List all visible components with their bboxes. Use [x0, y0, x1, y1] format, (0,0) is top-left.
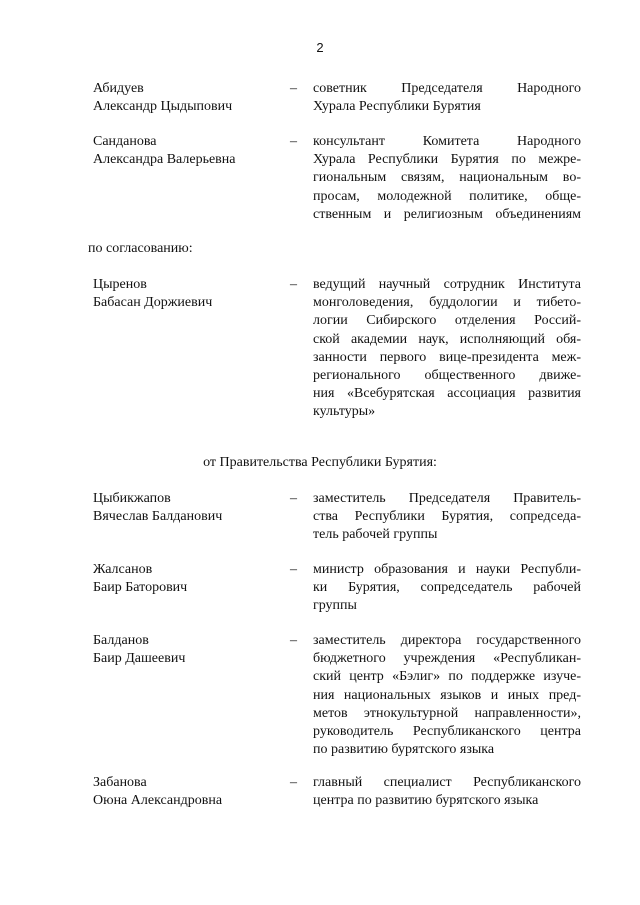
member-surname: Абидуев [93, 81, 144, 96]
position-line: ния «Всебурятская ассоциация развития [313, 386, 581, 402]
member-given-name: Александр Цыдыпович [93, 99, 233, 115]
position-line: центра по развитию бурятского языка [313, 793, 539, 809]
position-line: заместитель директора государственного [313, 633, 581, 648]
group-note: по согласованию: [88, 241, 193, 256]
position-line: ственным и религиозным объединениям [313, 206, 581, 222]
position-line: ведущий научный сотрудник Института [313, 277, 581, 292]
position-line: главный специалист Республиканского [313, 775, 581, 790]
member-surname: Санданова [93, 134, 157, 149]
member-name [93, 632, 283, 668]
dash-separator: – [290, 277, 297, 292]
member-surname: Балданов [93, 633, 149, 648]
member-position [313, 561, 581, 616]
member-given-name: Бабасан Доржиевич [93, 295, 213, 311]
government-heading: от Правительства Республики Бурятия: [203, 455, 437, 470]
member-name [93, 80, 283, 116]
member-surname: Забанова [93, 775, 147, 790]
member-name [93, 276, 283, 312]
member-surname: Цыбикжапов [93, 491, 171, 506]
page-number: 2 [316, 40, 324, 55]
dash-separator: – [290, 562, 297, 577]
member-name [93, 774, 283, 810]
dash-separator: – [290, 81, 297, 96]
member-position [313, 490, 581, 545]
member-given-name: Баир Дашеевич [93, 651, 186, 667]
position-line: логии Сибирского отделения Россий- [313, 313, 581, 329]
member-given-name: Баир Баторович [93, 580, 188, 596]
position-line: метов этнокультурной направленности», [313, 705, 581, 721]
position-line: ния национальных языков и иных пред- [313, 687, 581, 703]
dash-separator: – [290, 491, 297, 506]
member-name [93, 490, 283, 526]
member-position [313, 276, 581, 422]
position-line: по развитию бурятского языка [313, 742, 495, 758]
dash-separator: – [290, 134, 297, 149]
position-line: консультант Комитета Народного [313, 134, 581, 149]
position-line: заместитель Председателя Правитель- [313, 491, 581, 506]
member-given-name: Оюна Александровна [93, 793, 223, 809]
position-line: ской академии наук, исполняющий обя- [313, 331, 581, 347]
member-position [313, 774, 581, 810]
position-line: ский центр «Бэлиг» по поддержке изуче- [313, 669, 581, 685]
position-line: монголоведения, буддологии и тибето- [313, 295, 581, 311]
member-position [313, 133, 581, 224]
position-line: бюджетного учреждения «Республикан- [313, 651, 581, 667]
member-name [93, 133, 283, 169]
position-line: ки Бурятия, сопредседатель рабочей [313, 580, 581, 596]
position-line: просам, молодежной политике, обще- [313, 188, 581, 204]
position-line: ства Республики Бурятия, сопредседа- [313, 509, 581, 525]
member-surname: Цыренов [93, 277, 147, 292]
dash-separator: – [290, 633, 297, 648]
position-line: занности первого вице-президента меж- [313, 349, 581, 365]
position-line: группы [313, 598, 357, 614]
position-line: культуры» [313, 404, 376, 420]
member-name [93, 561, 283, 597]
dash-separator: – [290, 775, 297, 790]
position-line: Хурала Республики Бурятия [313, 99, 481, 115]
position-line: министр образования и науки Республи- [313, 562, 581, 577]
position-line: регионального общественного движе- [313, 368, 581, 384]
position-line: руководитель Республиканского центра [313, 724, 581, 740]
position-line: гиональным связям, национальным во- [313, 170, 581, 186]
position-line: советник Председателя Народного [313, 81, 581, 96]
member-surname: Жалсанов [93, 562, 153, 577]
member-position [313, 632, 581, 759]
member-given-name: Вячеслав Балданович [93, 509, 223, 525]
member-given-name: Александра Валерьевна [93, 152, 236, 168]
position-line: тель рабочей группы [313, 527, 438, 543]
position-line: Хурала Республики Бурятия по межре- [313, 152, 581, 168]
member-position [313, 80, 581, 116]
